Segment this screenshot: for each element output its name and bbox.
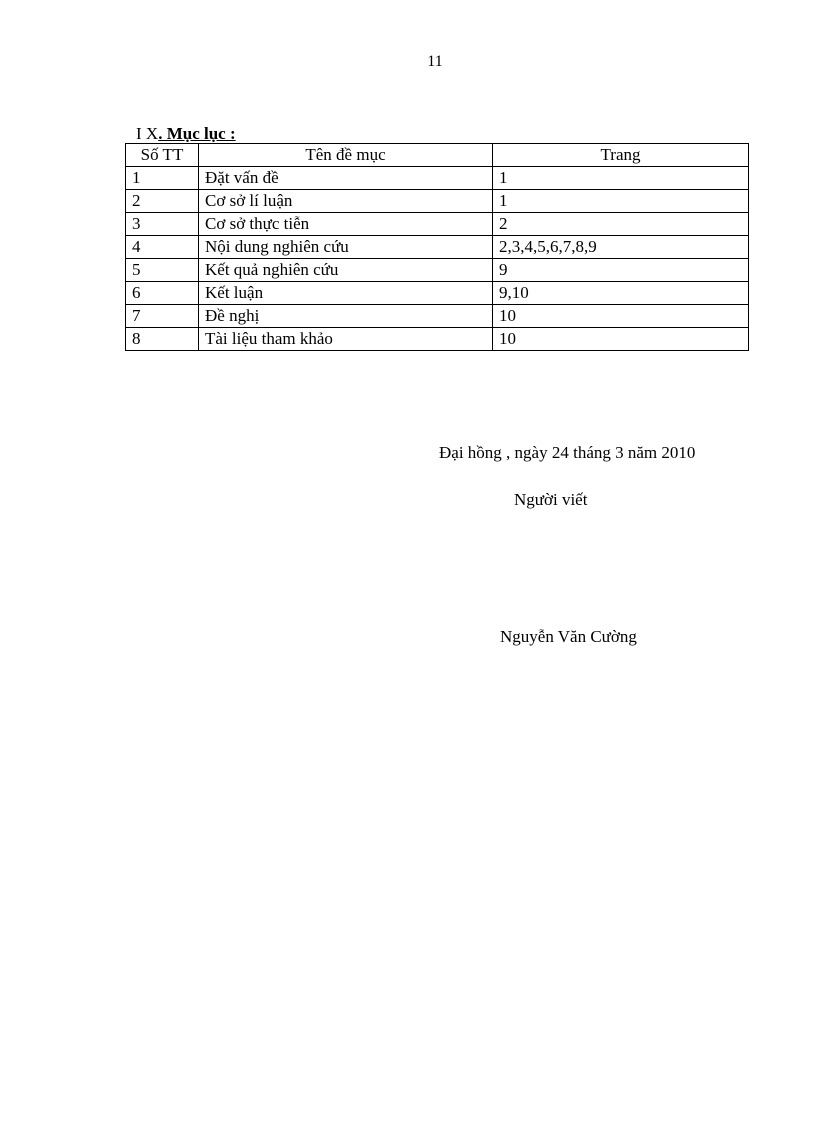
row-title: Đặt vấn đề — [199, 167, 493, 190]
row-title: Kết luận — [199, 282, 493, 305]
table-header-row — [126, 144, 749, 167]
row-title: Đề nghị — [199, 305, 493, 328]
header-number: Số TT — [126, 144, 199, 167]
writer-label: Người viết — [514, 490, 588, 509]
row-title: Cơ sở thực tiễn — [199, 213, 493, 236]
row-number: 6 — [126, 282, 199, 305]
row-number: 3 — [126, 213, 199, 236]
row-pages: 10 — [493, 328, 749, 351]
row-number: 4 — [126, 236, 199, 259]
page-number: 11 — [427, 53, 443, 70]
table-row — [126, 259, 749, 282]
section-prefix: I X — [136, 124, 159, 143]
row-pages: 9,10 — [493, 282, 749, 305]
row-pages: 1 — [493, 167, 749, 190]
row-number: 5 — [126, 259, 199, 282]
row-pages: 1 — [493, 190, 749, 213]
header-title: Tên đề mục — [199, 144, 493, 167]
table-row — [126, 328, 749, 351]
date-line: Đại hồng , ngày 24 tháng 3 năm 2010 — [439, 443, 696, 462]
row-number: 7 — [126, 305, 199, 328]
table-row — [126, 167, 749, 190]
header-pages: Trang — [493, 144, 749, 167]
row-title: Nội dung nghiên cứu — [199, 236, 493, 259]
row-pages: 2 — [493, 213, 749, 236]
row-pages: 10 — [493, 305, 749, 328]
row-pages: 9 — [493, 259, 749, 282]
row-title: Kết quả nghiên cứu — [199, 259, 493, 282]
section-heading — [136, 124, 236, 144]
row-pages: 2,3,4,5,6,7,8,9 — [493, 236, 749, 259]
row-number: 8 — [126, 328, 199, 351]
table-row — [126, 236, 749, 259]
table-row — [126, 190, 749, 213]
table-row — [126, 282, 749, 305]
section-title: . Mục lục : — [158, 124, 236, 143]
table-row — [126, 213, 749, 236]
row-title: Tài liệu tham khảo — [199, 328, 493, 351]
row-number: 1 — [126, 167, 199, 190]
table-row — [126, 305, 749, 328]
table-of-contents — [125, 143, 749, 351]
writer-name: Nguyễn Văn Cường — [500, 627, 637, 646]
row-number: 2 — [126, 190, 199, 213]
row-title: Cơ sở lí luận — [199, 190, 493, 213]
